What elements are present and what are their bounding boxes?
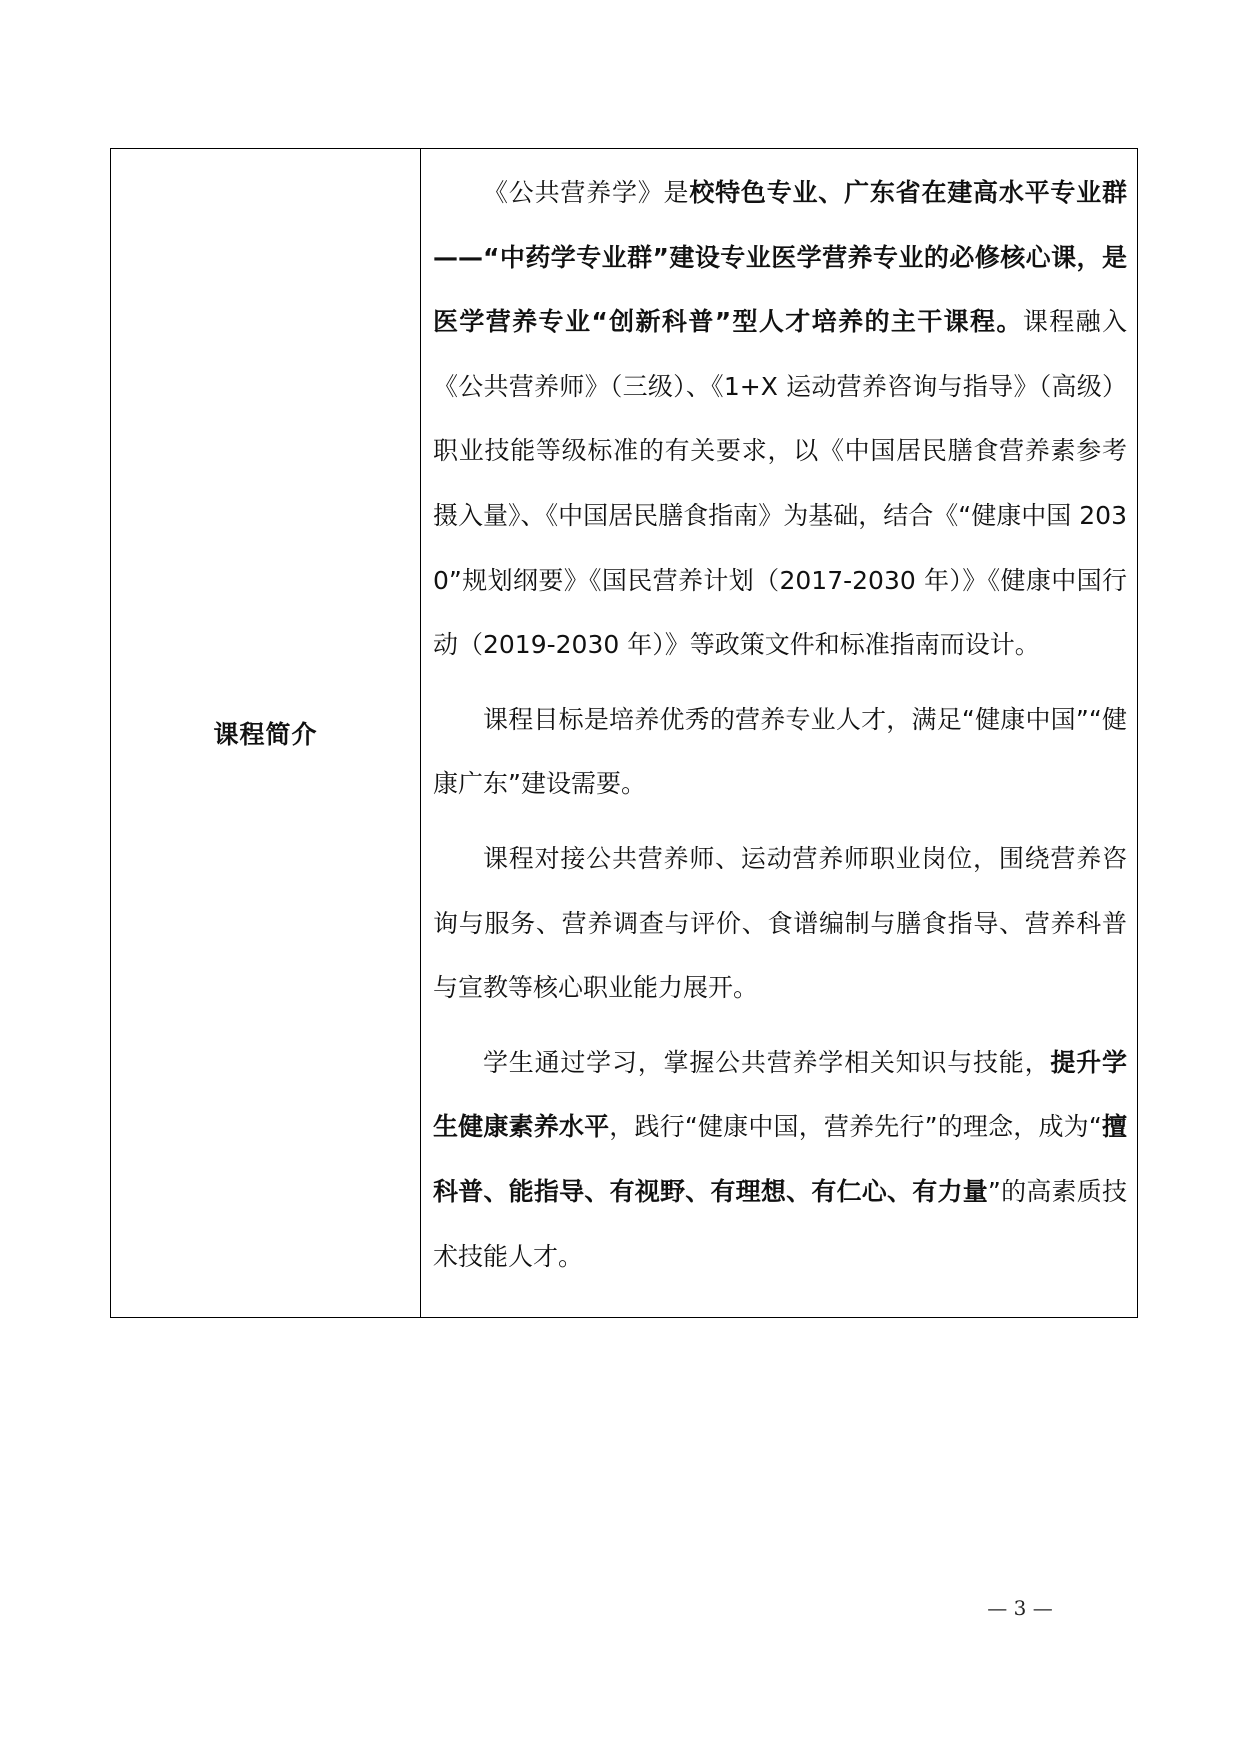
paragraph-2-segment-1: 课程目标是培养优秀的营养专业人才，满足“健康中国”“健康广东”建设需要。 <box>433 704 1127 799</box>
course-intro-label: 课程简介 <box>213 720 318 749</box>
paragraph-2 <box>433 688 1127 817</box>
paragraph-4-segment-2: 提升学生健康素养水平 <box>433 1047 1127 1142</box>
course-info-table <box>110 148 1138 1318</box>
paragraph-1-segment-1: 《公共营养学》是 <box>483 178 690 207</box>
paragraph-4-segment-1: 学生通过学习，掌握公共营养学相关知识与技能， <box>483 1047 1051 1077</box>
course-intro-content <box>421 149 1138 1318</box>
paragraph-4-segment-3: ，践行“健康中国，营养先行”的理念，成为“ <box>609 1112 1102 1142</box>
paragraph-4 <box>433 1031 1127 1289</box>
paragraph-3-segment-1: 课程对接公共营养师、运动营养师职业岗位，围绕营养咨询与服务、营养调查与评价、食谱编制与膳食指导、营养科普与宣教等核心职业能力展开。 <box>433 843 1127 1003</box>
paragraph-1-segment-2: 校特色专业、广东省在建高水平专业群——“中药学专业群”建设专业医学营养专业的必修核心课，是医学营养专业“创新科普”型人才培养的主干课程。 <box>433 178 1127 337</box>
paragraph-4-segment-5: ”的高素质技术技能人才。 <box>433 1176 1127 1271</box>
page-number: — 3 — <box>987 1596 1053 1620</box>
paragraph-1-segment-3: 课程融入《公共营养师》（三级）、《1+X 运动营养咨询与指导》（高级）职业技能等级标准的有关要求，以《中国居民膳食营养素参考摄入量》、《中国居民膳食指南》为基础，结合《“健康中国 2030”规划纲要》《国民营养计划（2017-2030 年）》《健康中国行动（2019-2030 年）》等政策文件和标准指南而设计。 <box>433 307 1127 660</box>
label-cell <box>111 149 421 1318</box>
paragraph-3 <box>433 827 1127 1021</box>
paragraph-4-segment-4: 擅科普、能指导、有视野、有理想、有仁心、有力量 <box>433 1112 1127 1206</box>
table-row <box>111 149 1138 1318</box>
paragraph-1 <box>433 161 1127 678</box>
